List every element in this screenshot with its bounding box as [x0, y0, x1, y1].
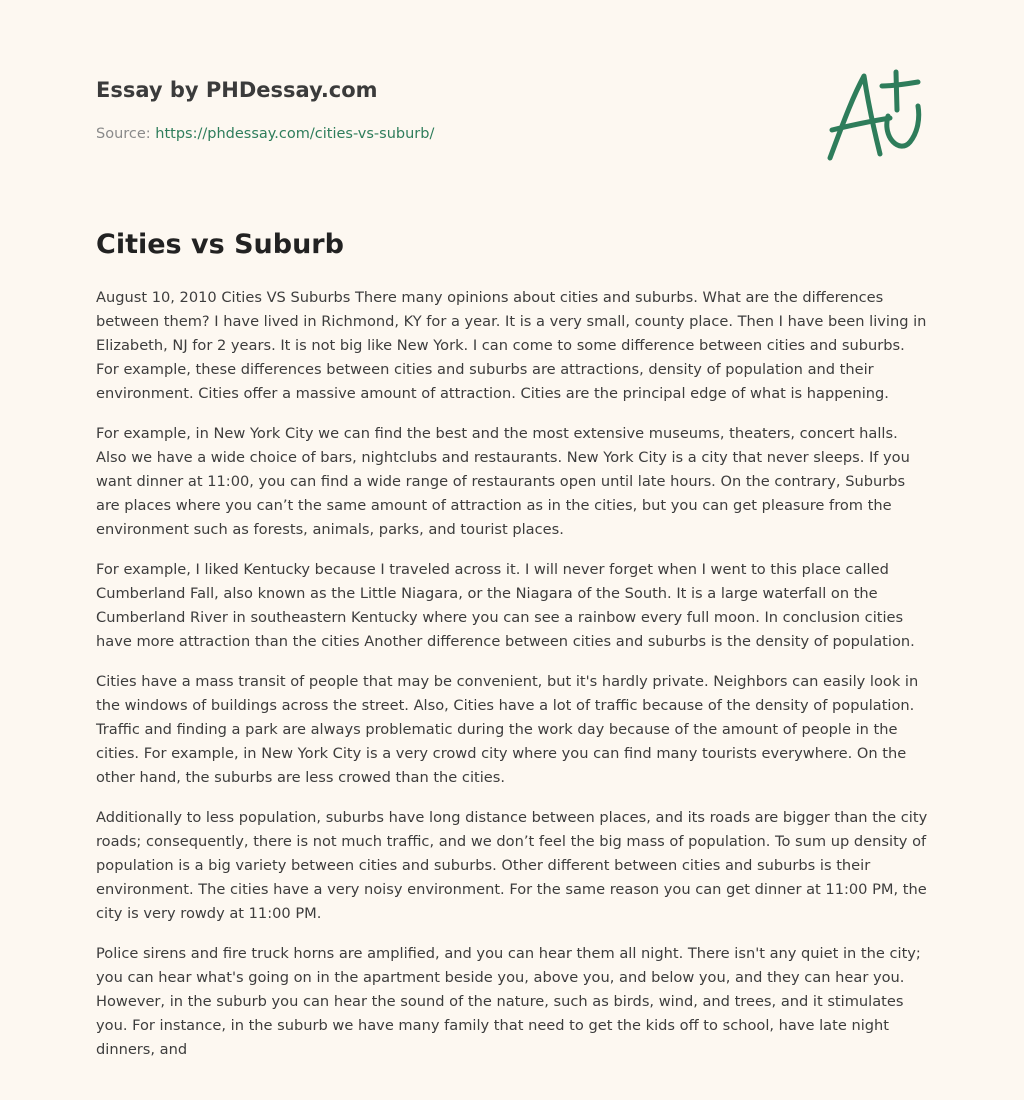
source-line [96, 124, 796, 144]
essay-paragraph: For example, I liked Kentucky because I traveled across it. I will never forget when I went to this place called Cumberland Fall, also known as the Little Niagara, or the Niagara of the South. It is a large waterfall on the Cumberland River in southeastern Kentucky where you can see a rainbow every full moon. In conclusion cities have more attraction than the cities Another difference between cities and suburbs is the density of population. [96, 561, 915, 650]
essay-body [96, 286, 930, 1078]
essay-paragraph: Police sirens and fire truck horns are amplified, and you can hear them all night. There isn't any quiet in the city; you can hear what's going on in the apartment beside you, above you, and below you, and they can hear you. However, in the suburb you can hear the sound of the nature, such as birds, wind, and trees, and it stimulates you. For instance, in the suburb we have many family that need to get the kids off to school, have late night dinners, and [96, 945, 921, 1058]
source-label: Source: [96, 126, 151, 142]
site-title: Essay by PHDessay.com [96, 78, 378, 102]
source-link[interactable]: https://phdessay.com/cities-vs-suburb/ [155, 126, 435, 142]
essay-paragraph: For example, in New York City we can find the best and the most extensive museums, theaters, concert halls. Also we have a wide choice of bars, nightclubs and restaurants. New York City is a city that never sleeps. If you want dinner at 11:00, you can find a wide range of restaurants open until late hours. On the contrary, Suburbs are places where you can’t the same amount of attraction as in the cities, but you can get pleasure from the environment such as forests, animals, parks, and tourist places. [96, 425, 910, 538]
essay-paragraph: Additionally to less population, suburbs have long distance between places, and its roads are bigger than the city roads; consequently, there is not much traffic, and we don’t feel the big mass of population. To sum up density of population is a big variety between cities and suburbs. Other different between cities and suburbs is their environment. The cities have a very noisy environment. For the same reason you can get dinner at 11:00 PM, the city is very rowdy at 11:00 PM. [96, 809, 928, 922]
essay-paragraph: August 10, 2010 Cities VS Suburbs There many opinions about cities and suburbs. What are the differences between them? I have lived in Richmond, KY for a year. It is a very small, county place. Then I have been living in Elizabeth, NJ for 2 years. It is not big like New York. I can come to some difference between cities and suburbs. For example, these differences between cities and suburbs are attractions, density of population and their environment. Cities offer a massive amount of attraction. Cities are the principal edge of what is happening. [96, 289, 927, 402]
page-header [96, 76, 796, 144]
essay-title: Cities vs Suburb [96, 229, 344, 260]
essay-paragraph: Cities have a mass transit of people that may be convenient, but it's hardly private. Neighbors can easily look in the windows of buildings across the street. Also, Cities have a lot of traffic because of the density of population. Traffic and finding a park are always problematic during the work day because of the amount of people in the cities. For example, in New York City is a very crowd city where you can find many tourists everywhere. On the other hand, the suburbs are less crowed than the cities. [96, 673, 919, 786]
a-plus-grade-icon [818, 64, 932, 168]
